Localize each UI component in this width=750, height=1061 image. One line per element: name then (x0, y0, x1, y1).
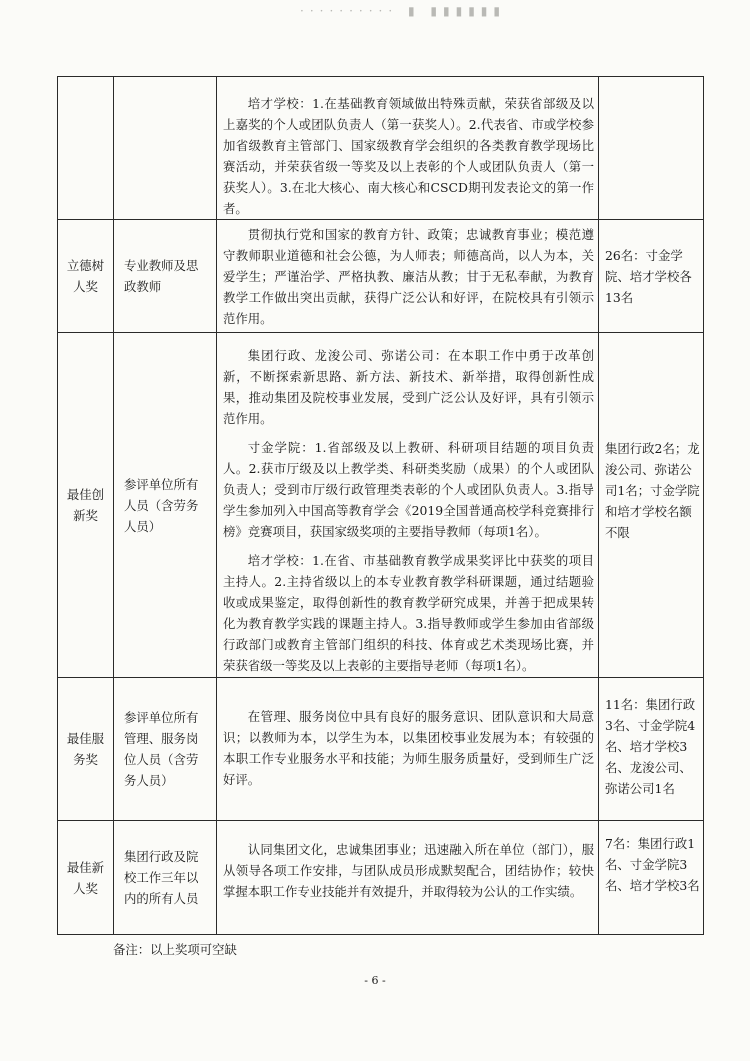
award-scope-cell: 参评单位所有人员（含劳务人员） (114, 333, 217, 678)
award-scope-cell: 集团行政及院校工作三年以内的所有人员 (114, 821, 217, 935)
award-name-cell: 立德树人奖 (58, 220, 114, 333)
table-row (58, 678, 704, 821)
table-row (58, 333, 704, 678)
criteria-paragraph: 认同集团文化，忠诚集团事业；迅速融入所在单位（部门），服从领导各项工作安排，与团队成员形成默契配合，团结协作；较快掌握本职工作专业技能并有效提升，并取得较为公认的工作实绩。 (223, 842, 594, 899)
table-row (58, 220, 704, 333)
award-name-cell (58, 77, 114, 220)
award-name-cell: 最佳新人奖 (58, 821, 114, 935)
award-quota-cell: 集团行政2名；龙浚公司、弥诺公司1名；寸金学院和培才学校名额不限 (599, 333, 704, 678)
criteria-paragraph: 培才学校：1.在基础教育领域做出特殊贡献，荣获省部级及以上嘉奖的个人或团队负责人（第一获奖人）。2.代表省、市或学校参加省级教育主管部门、国家级教育学会组织的各类教育教学现场比赛活动，并荣获省级一等奖及以上表彰的个人或团队负责人（第一获奖人）。3.在北大核心、南大核心和CSCD期刊发表论文的第一作者。 (223, 96, 594, 216)
criteria-paragraph: 在管理、服务岗位中具有良好的服务意识、团队意识和大局意识；以教师为本，以学生为本，以集团校事业发展为本；有较强的本职工作专业服务水平和技能；为师生服务质量好，受到师生广泛好评。 (223, 709, 594, 787)
award-quota-cell: 11名：集团行政3名、寸金学院4名、培才学校3名、龙浚公司、弥诺公司1名 (599, 678, 704, 821)
awards-table (57, 76, 704, 935)
award-criteria-cell (217, 333, 599, 678)
award-name-cell: 最佳创新奖 (58, 333, 114, 678)
award-name-cell: 最佳服务奖 (58, 678, 114, 821)
header-bleed-through: ·········· ▮ ▮▮▮▮▮▮ (300, 4, 506, 18)
page-number: - 6 - (364, 974, 386, 987)
award-quota-cell: 7名：集团行政1名、寸金学院3名、培才学校3名 (599, 821, 704, 935)
footnote: 备注：以上奖项可空缺 (113, 942, 237, 957)
award-scope-cell: 专业教师及思政教师 (114, 220, 217, 333)
award-criteria-cell (217, 77, 599, 220)
award-criteria-cell (217, 220, 599, 333)
award-criteria-cell (217, 821, 599, 935)
award-quota-cell (599, 77, 704, 220)
award-scope-cell (114, 77, 217, 220)
criteria-paragraph: 培才学校：1.在省、市基础教育教学成果奖评比中获奖的项目主持人。2.主持省级以上的本专业教育教学科研课题，通过结题验收或成果鉴定，取得创新性的教育教学研究成果，并善于把成果转化为教育教学实践的课题主持人。3.指导教师或学生参加由省部级行政部门或教育主管部门组织的科技、体育或艺术类现场比赛，并荣获省级一等奖及以上表彰的主要指导老师（每项1名）。 (223, 553, 594, 673)
criteria-paragraph: 贯彻执行党和国家的教育方针、政策；忠诚教育事业；模范遵守教师职业道德和社会公德，为人师表；师德高尚，以人为本，关爱学生；严谨治学、严格执教、廉洁从教；甘于无私奉献，为教育教学工作做出突出贡献，获得广泛公认和好评，在院校具有引领示范作用。 (223, 227, 594, 326)
criteria-paragraph: 集团行政、龙浚公司、弥诺公司：在本职工作中勇于改革创新，不断探索新思路、新方法、新技术、新举措，取得创新性成果，推动集团及院校事业发展，受到广泛公认及好评，具有引领示范作用。 (223, 348, 594, 426)
award-quota-cell: 26名：寸金学院、培才学校各13名 (599, 220, 704, 333)
criteria-paragraph: 寸金学院：1.省部级及以上教研、科研项目结题的项目负责人。2.获市厅级及以上教学类、科研类奖励（成果）的个人或团队负责人；受到市厅级行政管理类表彰的个人或团队负责人。3.指导学生参加列入中国高等教育学会《2019全国普通高校学科竞赛排行榜》竞赛项目，获国家级奖项的主要指导教师（每项1名）。 (223, 440, 594, 539)
award-scope-cell: 参评单位所有管理、服务岗位人员（含劳务人员） (114, 678, 217, 821)
award-criteria-cell (217, 678, 599, 821)
table-row (58, 77, 704, 220)
table-row (58, 821, 704, 935)
